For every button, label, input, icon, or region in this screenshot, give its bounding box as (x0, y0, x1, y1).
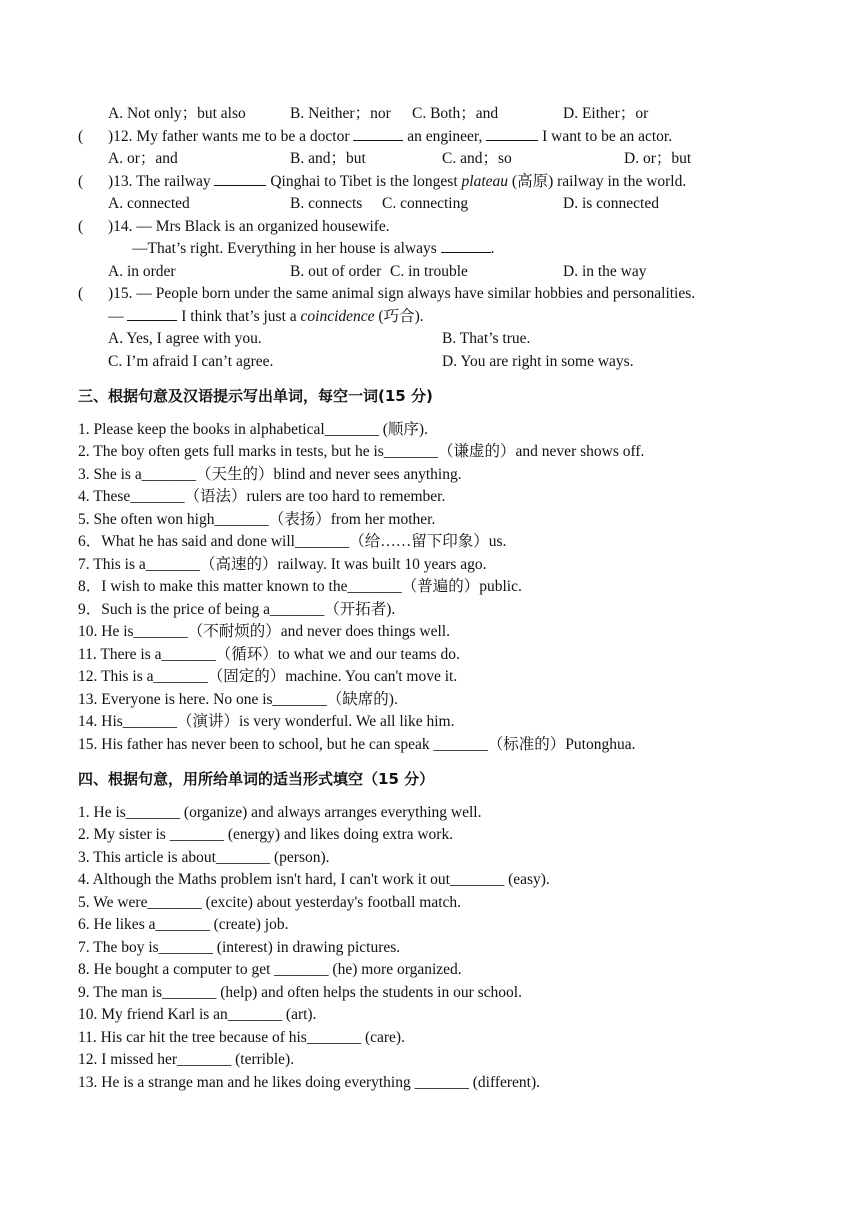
q12-close-paren: ) (108, 128, 114, 145)
q14-option-d: D. in the way (563, 263, 647, 280)
q12-blank-2[interactable] (486, 126, 538, 141)
q15-blank[interactable] (127, 306, 177, 321)
q12-stem (108, 126, 672, 148)
section3-item: 2. The boy often gets full marks in tests, but he is_______（谦虚的）and never shows off. (78, 443, 645, 460)
q13-blank[interactable] (214, 171, 266, 186)
q13-open-paren: ( (78, 173, 84, 190)
q15-stem-c: (巧合). (378, 308, 424, 325)
q12-option-d: D. or；but (624, 150, 692, 167)
q13-stem-a: 13. The railway (113, 173, 211, 190)
q13-option-d: D. is connected (563, 195, 659, 212)
section4-item: 11. His car hit the tree because of his_______ (care). (78, 1029, 405, 1046)
q13-stem (108, 171, 686, 193)
q13-option-b: B. connects (290, 195, 363, 212)
section4-item: 2. My sister is _______ (energy) and likes doing extra work. (78, 826, 454, 843)
q14-option-c: C. in trouble (390, 263, 468, 280)
q15-option-d: D. You are right in some ways. (442, 353, 634, 370)
q11-option-c: C. Both；and (412, 105, 499, 122)
section3-title: 三、根据句意及汉语提示写出单词，每空一词(15 分) (78, 387, 433, 405)
q12-stem-b: an engineer, (407, 128, 483, 145)
section3-item: 3. She is a_______（天生的）blind and never sees anything. (78, 466, 462, 483)
q14-stem (108, 216, 390, 238)
section3-item: 4. These_______（语法）rulers are too hard to remember. (78, 488, 446, 505)
q12-open-paren: ( (78, 128, 84, 145)
section4-item: 3. This article is about_______ (person). (78, 849, 330, 866)
section4-item: 13. He is a strange man and he likes doing everything _______ (different). (78, 1074, 541, 1091)
q13-stem-b: Qinghai to Tibet is the longest (270, 173, 458, 190)
section4-item: 1. He is_______ (organize) and always arranges everything well. (78, 804, 482, 821)
section4-item: 6. He likes a_______ (create) job. (78, 916, 289, 933)
q15-option-a: A. Yes, I agree with you. (108, 330, 262, 347)
q15-option-b: B. That’s true. (442, 330, 531, 347)
section4-item: 9. The man is_______ (help) and often helps the students in our school. (78, 984, 522, 1001)
q12-stem-c: I want to be an actor. (542, 128, 673, 145)
q13-close-paren: ) (108, 173, 114, 190)
section4-item: 7. The boy is_______ (interest) in drawing pictures. (78, 939, 401, 956)
q13-italic-word: plateau (461, 173, 509, 190)
section3-item: 9．Such is the price of being a_______（开拓者). (78, 601, 396, 618)
section3-item: 12. This is a_______（固定的）machine. You can't move it. (78, 668, 458, 685)
q11-option-d: D. Either；or (563, 105, 649, 122)
q15-open-paren: ( (78, 285, 84, 302)
section3-item: 15. His father has never been to school, but he can speak _______（标准的）Putonghua. (78, 736, 636, 753)
q14-blank[interactable] (441, 238, 491, 253)
q12-blank-1[interactable] (353, 126, 403, 141)
q15-italic-word: coincidence (300, 308, 375, 325)
q12-option-b: B. and；but (290, 150, 366, 167)
q14-option-a: A. in order (108, 263, 176, 280)
section4-item: 5. We were_______ (excite) about yesterday's football match. (78, 894, 462, 911)
q13-option-a: A. connected (108, 195, 190, 212)
section4-item: 10. My friend Karl is an_______ (art). (78, 1006, 317, 1023)
q14-stem-c: . (490, 240, 495, 257)
q15-option-c: C. I’m afraid I can’t agree. (108, 353, 274, 370)
q11-option-a: A. Not only；but also (108, 105, 246, 122)
q14-stem-line2 (132, 238, 495, 260)
section3-item: 10. He is_______（不耐烦的）and never does things well. (78, 623, 450, 640)
section3-item: 1. Please keep the books in alphabetical_______ (顺序). (78, 421, 428, 438)
section4-item: 8. He bought a computer to get _______ (he) more organized. (78, 961, 462, 978)
q13-stem-c: (高原) railway in the world. (511, 173, 687, 190)
section3-item: 13. Everyone is here. No one is_______（缺席的). (78, 691, 398, 708)
q15-close-paren: ) (108, 285, 114, 302)
section3-item: 8．I wish to make this matter known to the_______（普遍的）public. (78, 578, 522, 595)
q15-stem-line2 (108, 306, 424, 328)
section3-item: 14. His_______（演讲）is very wonderful. We all like him. (78, 713, 455, 730)
q12-option-c: C. and；so (442, 150, 512, 167)
q15-stem-a: 15. — People born under the same animal sign always have similar hobbies and personalities. (113, 285, 696, 302)
q15-dash: — (108, 308, 124, 325)
section3-item: 5. She often won high_______（表扬）from her mother. (78, 511, 436, 528)
q13-option-c: C. connecting (382, 195, 469, 212)
q15-stem (108, 283, 695, 305)
q12-stem-a: 12. My father wants me to be a doctor (113, 128, 350, 145)
q14-open-paren: ( (78, 218, 84, 235)
section4-item: 12. I missed her_______ (terrible). (78, 1051, 295, 1068)
q12-option-a: A. or；and (108, 150, 178, 167)
section3-item: 7. This is a_______（高速的）railway. It was built 10 years ago. (78, 556, 487, 573)
q15-stem-b: I think that’s just a (181, 308, 297, 325)
section3-item: 11. There is a_______（循环）to what we and our teams do. (78, 646, 460, 663)
q14-stem-b: —That’s right. Everything in her house is always (132, 240, 437, 257)
section3-item: 6．What he has said and done will_______（给……留下印象）us. (78, 533, 507, 550)
q14-close-paren: ) (108, 218, 114, 235)
q14-option-b: B. out of order (290, 263, 382, 280)
q14-stem-a: 14. — Mrs Black is an organized housewife. (113, 218, 390, 235)
section4-item: 4. Although the Maths problem isn't hard, I can't work it out_______ (easy). (78, 871, 550, 888)
section4-title: 四、根据句意，用所给单词的适当形式填空（15 分） (78, 770, 435, 788)
q11-option-b: B. Neither；nor (290, 105, 391, 122)
